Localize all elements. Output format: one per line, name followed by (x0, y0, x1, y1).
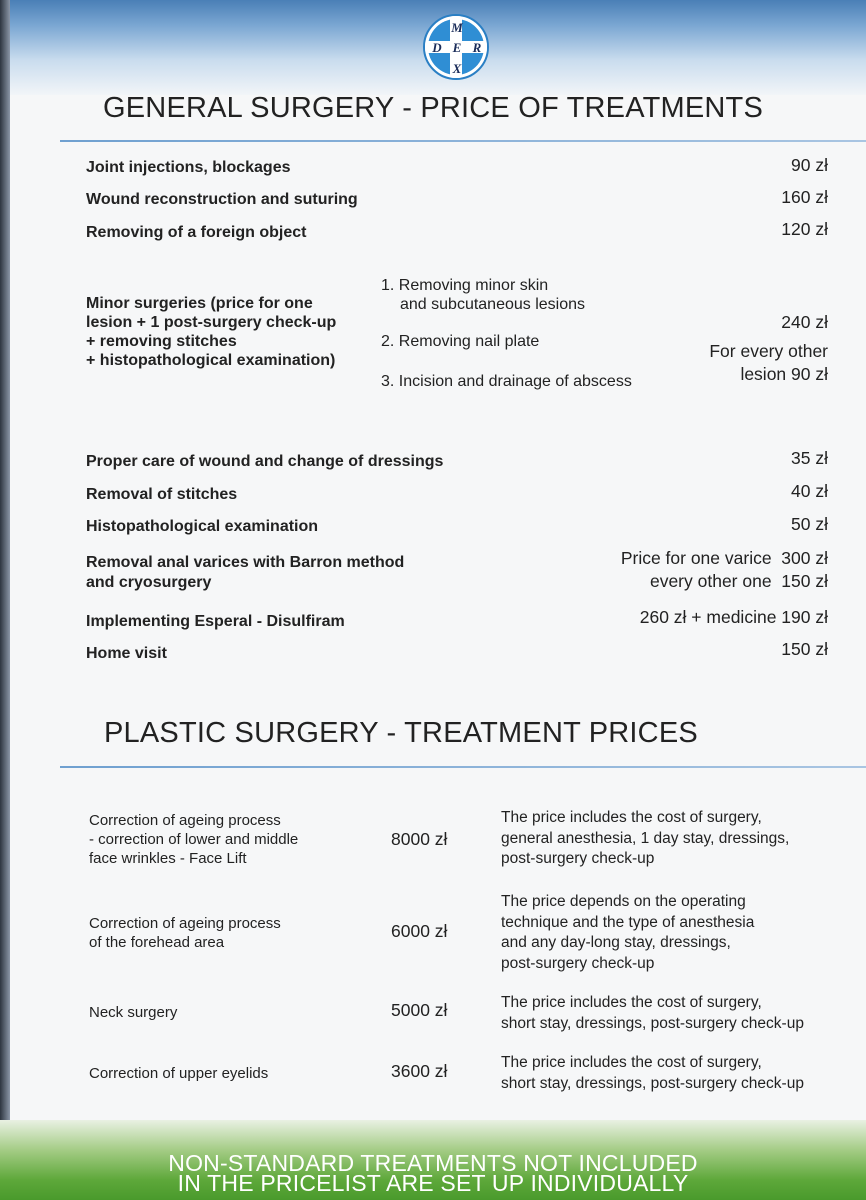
item-histopathological: Histopathological examination (86, 518, 319, 535)
price-minor-other-line-2: lesion 90 zł (740, 364, 828, 384)
plastic-item-eyelids: Correction of upper eyelids (89, 1065, 269, 1082)
footer-line-1: NON-STANDARD TREATMENTS NOT INCLUDED (168, 1150, 698, 1176)
plastic-price-face-lift: 8000 zł (391, 829, 448, 849)
price-joint-injections: 90 zł (791, 155, 828, 175)
minor-list-item-3: 3. Incision and drainage of abscess (381, 373, 632, 390)
item-wound-reconstruction: Wound reconstruction and suturing (86, 191, 358, 208)
plastic-item-neck: Neck surgery (89, 1004, 178, 1021)
plastic-title-divider (60, 766, 866, 768)
minor-list-item-1: 1. Removing minor skin (381, 277, 549, 294)
price-minor-other-line-1: For every other (709, 341, 828, 361)
minor-surgeries-line-1: Minor surgeries (price for one (86, 295, 313, 312)
item-anal-varices-line-1: Removal anal varices with Barron method (86, 554, 405, 571)
price-esperal: 260 zł + medicine 190 zł (639, 607, 828, 627)
minor-list-item-1-cont: and subcutaneous lesions (400, 296, 586, 313)
title-divider (60, 140, 866, 142)
minor-surgeries-line-2: lesion + 1 post-surgery check-up (86, 314, 337, 331)
minor-list-item-2: 2. Removing nail plate (381, 333, 540, 350)
price-anal-varices-line-2: every other one 150 zł (649, 571, 828, 591)
plastic-desc-face-lift: The price includes the cost of surgery, general anesthesia, 1 day stay, dressings, post-surgery check-up (501, 809, 790, 867)
price-anal-varices-line-1: Price for one varice 300 zł (620, 548, 828, 568)
item-joint-injections: Joint injections, blockages (86, 159, 291, 176)
item-home-visit: Home visit (86, 645, 167, 662)
logo-letter-right: R (472, 40, 482, 55)
plastic-desc-eyelids: The price includes the cost of surgery, short stay, dressings, post-surgery check-up (501, 1054, 804, 1092)
item-anal-varices-line-2: and cryosurgery (86, 574, 212, 591)
general-surgery-title: GENERAL SURGERY - PRICE OF TREATMENTS (103, 92, 764, 124)
price-histopathological: 50 zł (791, 514, 828, 534)
logo-letter-center: E (452, 40, 462, 55)
price-home-visit: 150 zł (781, 639, 828, 659)
logo-letter-left: D (432, 40, 442, 55)
item-wound-care: Proper care of wound and change of dressings (86, 453, 444, 470)
item-removal-stitches: Removal of stitches (86, 486, 238, 503)
page-edge-shadow (0, 0, 10, 1200)
footer-line-2: IN THE PRICELIST ARE SET UP INDIVIDUALLY (177, 1170, 689, 1196)
plastic-item-forehead: Correction of ageing process of the forehead area (89, 915, 281, 951)
minor-surgeries-line-4: + histopathological examination) (86, 352, 336, 369)
price-minor-surgeries: 240 zł (781, 312, 828, 332)
logo-letter-bottom: X (452, 61, 462, 76)
price-removal-stitches: 40 zł (791, 481, 828, 501)
plastic-price-eyelids: 3600 zł (391, 1061, 448, 1081)
minor-surgeries-line-3: + removing stitches (86, 333, 237, 350)
item-foreign-object: Removing of a foreign object (86, 224, 307, 241)
plastic-item-face-lift: Correction of ageing process - correction of lower and middle face wrinkles - Face Lift (89, 812, 299, 867)
logo-letter-top: M (451, 20, 463, 35)
plastic-price-neck: 5000 zł (391, 1000, 448, 1020)
plastic-surgery-title: PLASTIC SURGERY - TREATMENT PRICES (104, 717, 698, 749)
price-wound-care: 35 zł (791, 448, 828, 468)
plastic-desc-forehead: The price depends on the operating technique and the type of anesthesia and any day-long stay, dressings, post-surgery check-up (501, 893, 755, 972)
item-esperal: Implementing Esperal - Disulfiram (86, 613, 345, 630)
price-foreign-object: 120 zł (781, 219, 828, 239)
price-wound-reconstruction: 160 zł (781, 187, 828, 207)
plastic-desc-neck: The price includes the cost of surgery, short stay, dressings, post-surgery check-up (501, 994, 804, 1032)
plastic-price-forehead: 6000 zł (391, 921, 448, 941)
logo (423, 14, 489, 80)
